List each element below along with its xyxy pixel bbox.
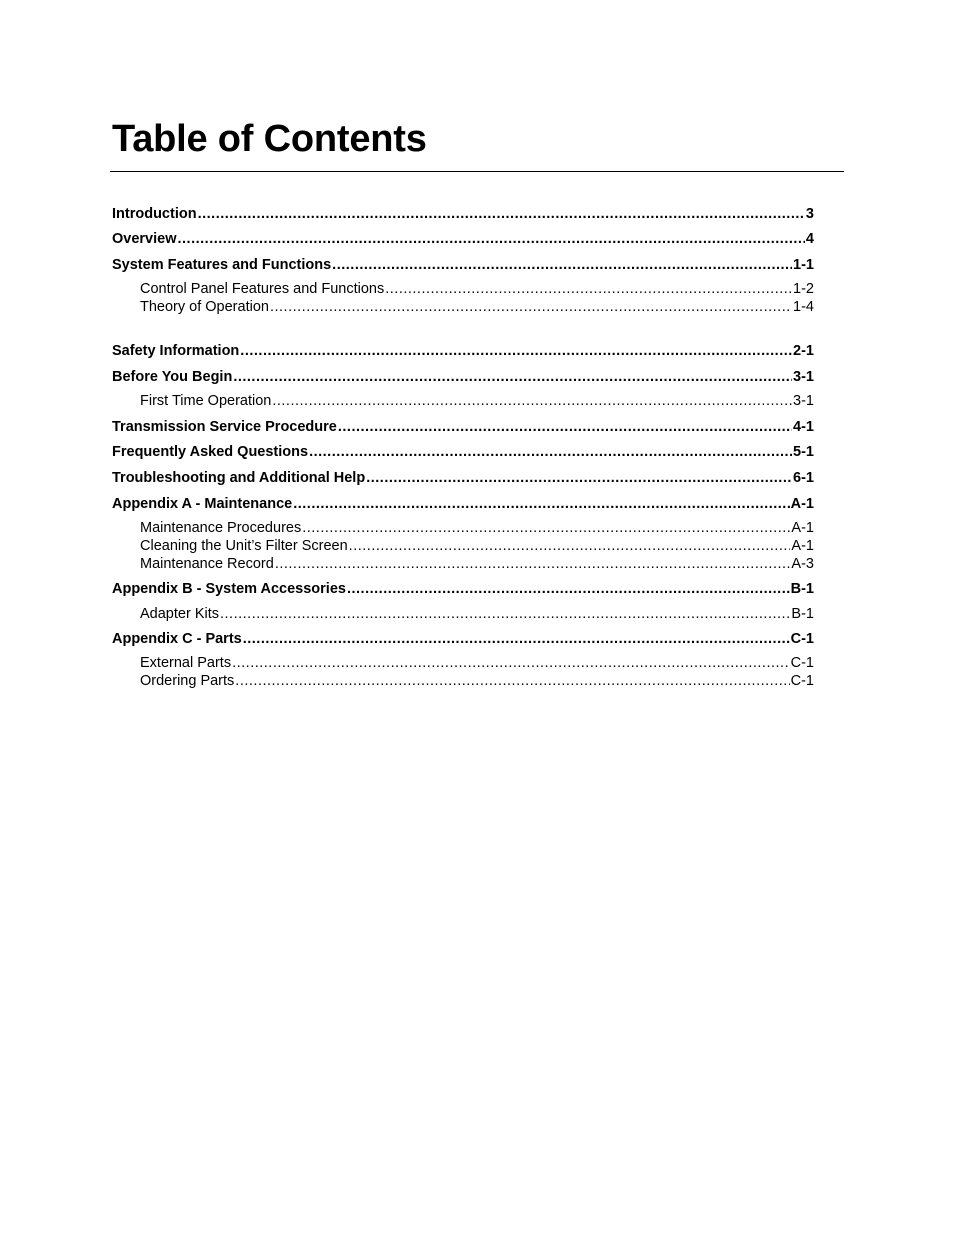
toc-entry-theory-of-operation[interactable] [140, 298, 814, 316]
dot-leader [293, 495, 789, 513]
dot-leader [272, 392, 792, 410]
toc-entry-page: 6-1 [793, 470, 814, 486]
dot-leader [178, 230, 805, 248]
toc-entry-label: Appendix B - System Accessories [112, 581, 346, 597]
toc-entry-label: Introduction [112, 206, 197, 222]
toc-entry-introduction[interactable] [112, 205, 814, 223]
page-title: Table of Contents [112, 118, 427, 160]
toc-entry-label: Safety Information [112, 343, 240, 359]
toc-entry-appendix-a[interactable] [112, 495, 814, 513]
toc-entry-system-features[interactable] [112, 256, 814, 274]
toc-entry-page: 4-1 [793, 419, 814, 435]
toc-entry-page: 1-1 [793, 257, 814, 273]
toc-entry-page: A-1 [791, 520, 814, 536]
dot-leader [243, 630, 790, 648]
dot-leader [198, 205, 805, 223]
dot-leader [309, 443, 792, 461]
toc-entry-page: 4 [805, 231, 814, 247]
dot-leader [233, 368, 792, 386]
toc-entry-transmission-service[interactable] [112, 418, 814, 436]
toc-entry-page: 3-1 [793, 393, 814, 409]
toc-entry-label: Frequently Asked Questions [112, 444, 309, 460]
dot-leader [240, 342, 792, 360]
toc-entry-page: 3-1 [793, 369, 814, 385]
dot-leader [349, 537, 791, 555]
toc-entry-label: Transmission Service Procedure [112, 419, 337, 435]
toc-entry-label: Theory of Operation [140, 299, 269, 315]
toc-entry-label: Cleaning the Unit’s Filter Screen [140, 538, 348, 554]
toc-entry-page: B-1 [791, 606, 814, 622]
toc-entry-page: C-1 [790, 655, 814, 671]
toc-entry-appendix-c[interactable] [112, 630, 814, 648]
dot-leader [270, 298, 792, 316]
toc-entry-cleaning-filter-screen[interactable] [140, 537, 814, 555]
toc-entry-safety-information[interactable] [112, 342, 814, 360]
dot-leader [235, 672, 789, 690]
toc-entry-label: Ordering Parts [140, 673, 235, 689]
dot-leader [232, 654, 790, 672]
toc-entry-first-time-operation[interactable] [140, 392, 814, 410]
toc-entry-label: External Parts [140, 655, 232, 671]
toc-entry-control-panel[interactable] [140, 280, 814, 298]
toc-entry-ordering-parts[interactable] [140, 672, 814, 690]
toc-entry-label: Appendix C - Parts [112, 631, 242, 647]
dot-leader [385, 280, 792, 298]
toc-entry-external-parts[interactable] [140, 654, 814, 672]
title-divider [110, 171, 844, 172]
dot-leader [220, 605, 790, 623]
toc-entry-page: A-1 [790, 496, 814, 512]
toc-entry-label: System Features and Functions [112, 257, 332, 273]
toc-entry-page: 2-1 [793, 343, 814, 359]
toc-entry-adapter-kits[interactable] [140, 605, 814, 623]
dot-leader [338, 418, 792, 436]
toc-entry-page: 1-2 [793, 281, 814, 297]
toc-entry-label: Appendix A - Maintenance [112, 496, 293, 512]
toc-entry-appendix-b[interactable] [112, 580, 814, 598]
toc-entry-page: A-1 [791, 538, 814, 554]
toc-entry-page: C-1 [790, 631, 814, 647]
toc-entry-before-you-begin[interactable] [112, 368, 814, 386]
toc-entry-label: First Time Operation [140, 393, 272, 409]
dot-leader [275, 555, 791, 573]
toc-entry-page: 1-4 [793, 299, 814, 315]
dot-leader [332, 256, 792, 274]
toc-entry-maintenance-procedures[interactable] [140, 519, 814, 537]
toc-entry-faq[interactable] [112, 443, 814, 461]
toc-entry-label: Before You Begin [112, 369, 233, 385]
toc-entry-label: Troubleshooting and Additional Help [112, 470, 366, 486]
toc-entry-label: Overview [112, 231, 177, 247]
toc-entry-label: Maintenance Record [140, 556, 274, 572]
toc-entry-page: B-1 [790, 581, 814, 597]
toc-entry-troubleshooting[interactable] [112, 469, 814, 487]
toc-entry-page: 5-1 [793, 444, 814, 460]
toc-entry-overview[interactable] [112, 230, 814, 248]
dot-leader [366, 469, 792, 487]
toc-entry-label: Adapter Kits [140, 606, 219, 622]
toc-entry-page: A-3 [791, 556, 814, 572]
dot-leader [347, 580, 790, 598]
dot-leader [302, 519, 790, 537]
toc-entry-label: Maintenance Procedures [140, 520, 302, 536]
toc-entry-page: C-1 [790, 673, 814, 689]
toc-entry-label: Control Panel Features and Functions [140, 281, 385, 297]
toc-entry-page: 3 [805, 206, 814, 222]
toc-entry-maintenance-record[interactable] [140, 555, 814, 573]
